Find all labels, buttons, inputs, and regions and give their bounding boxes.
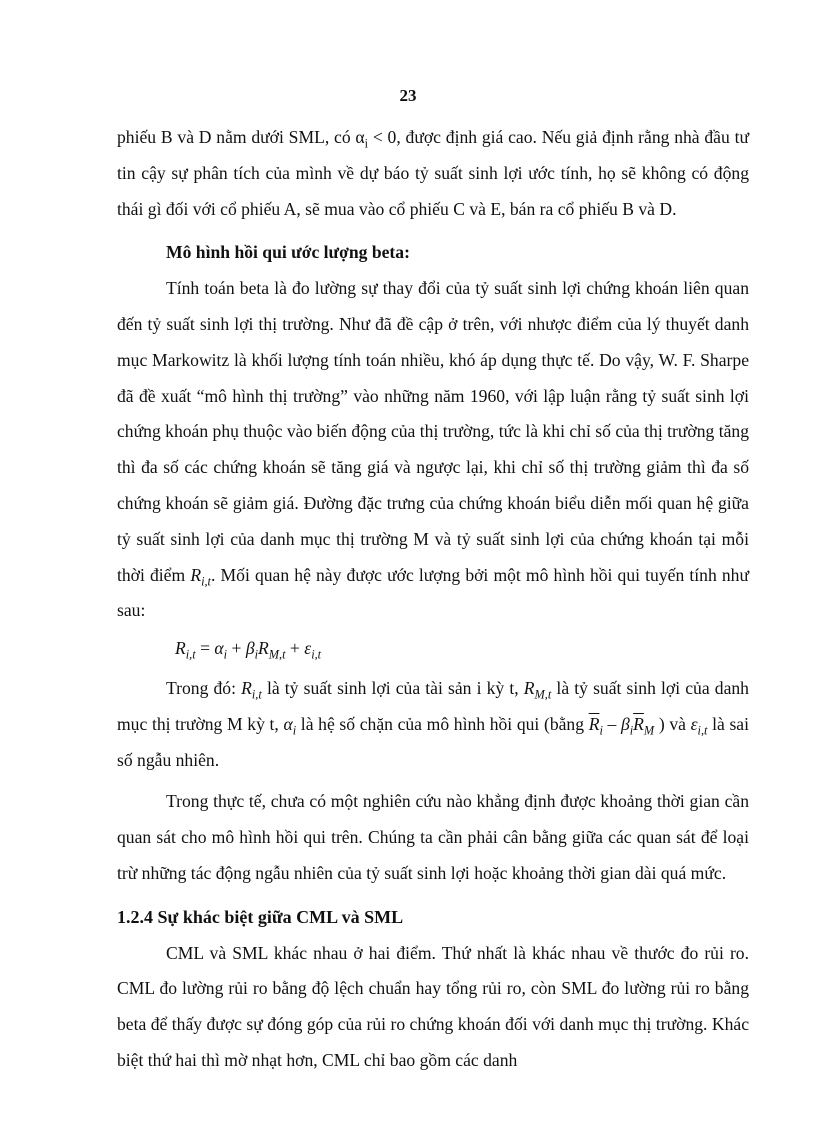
- regression-equation: $R_{i,t} = \alpha_i + \beta_iR_{M,t} + \varepsilon_{i,t}$: [175, 638, 322, 662]
- paragraph-beta-intro: Tính toán beta là đo lường sự thay đổi của tỷ suất sinh lợi chứng khoán liên quan đến tỷ suất sinh lợi thị trường. Như đã đề cập ở trên, với nhược điểm của lý thuyết danh mục Markowitz là khối lượng tính toán nhiều, khó áp dụng thực tế. Do vậy, W. F. Sharpe đã đề xuất “mô hình thị trường” vào những năm 1960, với lập luận rằng tỷ suất sinh lợi chứng khoán phụ thuộc vào biến động của thị trường, tức là khi chỉ số của thị trường tăng thì đa số các chứng khoán sẽ tăng giá và ngược lại, khi chỉ số thị trường giảm thì đa số chứng khoán sẽ giảm giá. Đường đặc trưng của chứng khoán biểu diễn mối quan hệ giữa tỷ suất sinh lợi của danh mục thị trường M và tỷ suất sinh lợi của chứng khoán tại mỗi thời điểm $R_{i,t}$. Mối quan hệ này được ước lượng bởi một mô hình hồi qui tuyến tính như sau:: [117, 278, 749, 621]
- paragraph-continuation: phiếu B và D nằm dưới SML, có $\alpha_i < 0$, được định giá cao. Nếu giả định rằng nhà đầu tư tin cậy sự phân tích của mình về dự báo tỷ suất sinh lợi ước tính, họ sẽ không có động thái gì đối với cổ phiếu A, sẽ mua vào cổ phiếu C và E, bán ra cổ phiếu B và D.: [117, 127, 749, 219]
- paragraph-cml-sml: CML và SML khác nhau ở hai điểm. Thứ nhất là khác nhau về thước đo rủi ro. CML đo lường rủi ro bằng độ lệch chuẩn hay tổng rủi ro, còn SML đo lường rủi ro bằng beta để thấy được sự đóng góp của rủi ro chứng khoán đối với danh mục thị trường. Khác biệt thứ hai thì mờ nhạt hơn, CML chỉ bao gồm các danh: [117, 942, 749, 1070]
- page-number: 23: [399, 86, 417, 105]
- subheading-beta-model: Mô hình hồi qui ước lượng beta:: [166, 242, 410, 263]
- paragraph-where: Trong đó: $R_{i,t}$ là tỷ suất sinh lợi của tài sản i kỳ t, $R_{M,t}$ là tỷ suất sinh lợi của danh mục thị trường M kỳ t, $\alpha_i$ là hệ số chặn của mô hình hồi qui (bằng $\overline{R}_i - \beta_i\overline{R}_M$ ) và $\varepsilon_{i,t}$ là sai số ngẫu nhiên.: [117, 677, 749, 770]
- section-heading-cml-sml: 1.2.4 Sự khác biệt giữa CML và SML: [117, 906, 404, 927]
- page-body: [117, 120, 749, 1079]
- paragraph-observation-period: Trong thực tế, chưa có một nghiên cứu nào khẳng định được khoảng thời gian cần quan sát cho mô hình hồi qui trên. Chúng ta cần phải cân bằng giữa các quan sát để loại trừ những tác động ngẫu nhiên của tỷ suất sinh lợi hoặc khoảng thời gian dài quá mức.: [117, 791, 749, 883]
